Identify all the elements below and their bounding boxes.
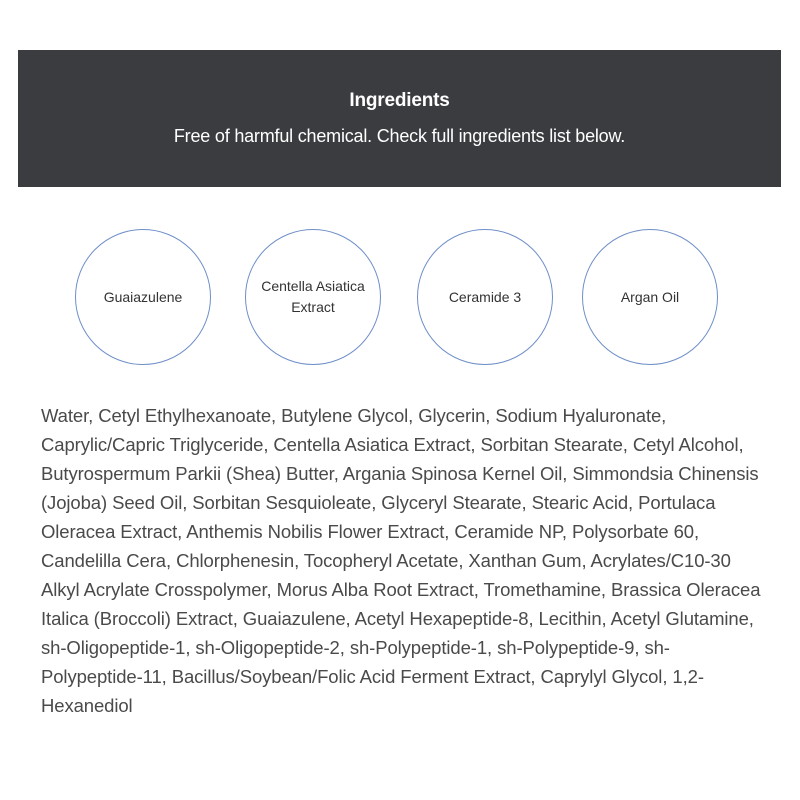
key-ingredient-circle-ceramide (417, 229, 553, 365)
ingredients-banner (18, 50, 781, 187)
key-ingredient-label: Ceramide 3 (448, 288, 522, 305)
full-ingredients-list: Water, Cetyl Ethylhexanoate, Butylene Glycol, Glycerin, Sodium Hyaluronate, Caprylic/Capric Triglyceride, Centella Asiatica Extract, Sorbitan Stearate, Cetyl Alcohol, Butyrospermum Parkii (Shea) Butter, Argania Spinosa Kernel Oil, Simmondsia Chinensis (Jojoba) Seed Oil, Sorbitan Sesquioleate, Glyceryl Stearate, Stearic Acid, Portulaca Oleracea Extract, Anthemis Nobilis Flower Extract, Ceramide NP, Polysorbate 60, Candelilla Cera, Chlorphenesin, Tocopheryl Acetate, Xanthan Gum, Acrylates/C10-30 Alkyl Acrylate Crosspolymer, Morus Alba Root Extract, Tromethamine, Brassica Oleracea Italica (Broccoli) Extract, Guaiazulene, Acetyl Hexapeptide-8, Lecithin, Acetyl Glutamine, sh-Oligopeptide-1, sh-Oligopeptide-2, sh-Polypeptide-1, sh-Polypeptide-9, sh-Polypeptide-11, Bacillus/Soybean/Folic Acid Ferment Extract, Caprylyl Glycol, 1,2-Hexanediol (41, 405, 761, 716)
banner-title: Ingredients (349, 90, 450, 111)
key-ingredient-label: Argan Oil (620, 288, 680, 305)
key-ingredient-label: Centella Asiatica Extract (261, 278, 365, 315)
key-ingredient-circle-centella (245, 229, 381, 365)
key-ingredient-circle-guaiazulene (75, 229, 211, 365)
key-ingredient-label: Guaiazulene (103, 288, 183, 305)
key-ingredient-circle-argan-oil (582, 229, 718, 365)
banner-subtitle: Free of harmful chemical. Check full ingredients list below. (173, 126, 626, 146)
